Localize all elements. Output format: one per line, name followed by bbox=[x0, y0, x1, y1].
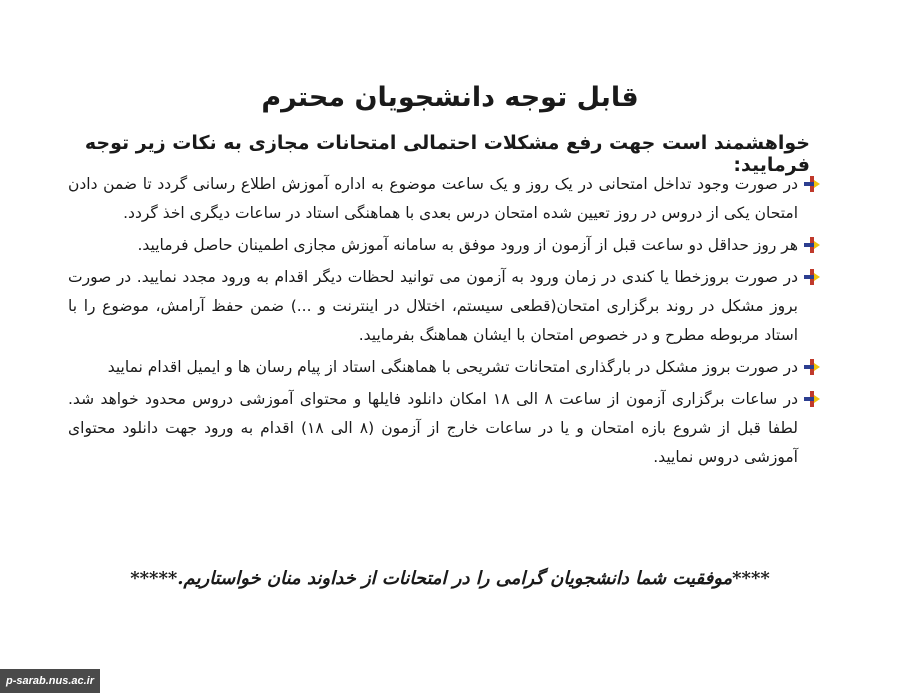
list-item bbox=[68, 263, 820, 350]
arrow-cross-bullet-icon bbox=[804, 359, 820, 375]
list-item-text: در ساعات برگزاری آزمون از ساعت ۸ الی ۱۸ امکان دانلود فایلها و محتوای آموزشی دروس محدود خواهد شد. لطفا قبل از شروع بازه امتحان و یا در ساعات خارج از آزمون (۸ الی ۱۸) اقدام به ورود جهت دانلود محتوای آموزشی دروس نمایید. bbox=[68, 390, 798, 466]
arrow-cross-bullet-icon bbox=[804, 176, 820, 192]
list-item-text: در صورت بروز مشکل در بارگذاری امتحانات تشریحی با هماهنگی استاد از پیام رسان ها و ایمیل اقدام نمایید bbox=[107, 358, 798, 376]
list-item bbox=[68, 170, 820, 228]
notice-list bbox=[68, 170, 820, 475]
closing-message: ****موفقیت شما دانشجویان گرامی را در امتحانات از خداوند منان خواستاریم.***** bbox=[130, 568, 770, 589]
document-title: قابل توجه دانشجویان محترم bbox=[261, 82, 639, 113]
list-item bbox=[68, 353, 820, 382]
list-item bbox=[68, 385, 820, 472]
document-subtitle: خواهشمند است جهت رفع مشکلات احتمالی امتحانات مجازی به نکات زیر توجه فرمایید: bbox=[84, 132, 810, 176]
list-item-text: هر روز حداقل دو ساعت قبل از آزمون از ورود موفق به سامانه آموزش مجازی اطمینان حاصل فرمایید. bbox=[137, 236, 798, 254]
list-item bbox=[68, 231, 820, 260]
arrow-cross-bullet-icon bbox=[804, 269, 820, 285]
list-item-text: در صورت بروزخطا یا کندی در زمان ورود به آزمون می توانید لحظات دیگر اقدام به ورود مجدد نمایید. در صورت بروز مشکل در روند برگزاری امتحان(قطعی سیستم، اختلال در اینترنت و ...) ضمن حفظ آرامش، موضوع را با استاد مربوطه مطرح و در خصوص امتحان با ایشان هماهنگ بفرمایید. bbox=[68, 268, 798, 344]
list-item-text: در صورت وجود تداخل امتحانی در یک روز و یک ساعت موضوع به اداره آموزش اطلاع رسانی گردد تا ضمن دادن امتحان یکی از دروس در روز تعیین شده امتحان درس بعدی با هماهنگی استاد در ساعات دیگری اخذ گردد. bbox=[68, 175, 798, 222]
arrow-cross-bullet-icon bbox=[804, 391, 820, 407]
site-watermark: p-sarab.nus.ac.ir bbox=[0, 669, 100, 693]
arrow-cross-bullet-icon bbox=[804, 237, 820, 253]
